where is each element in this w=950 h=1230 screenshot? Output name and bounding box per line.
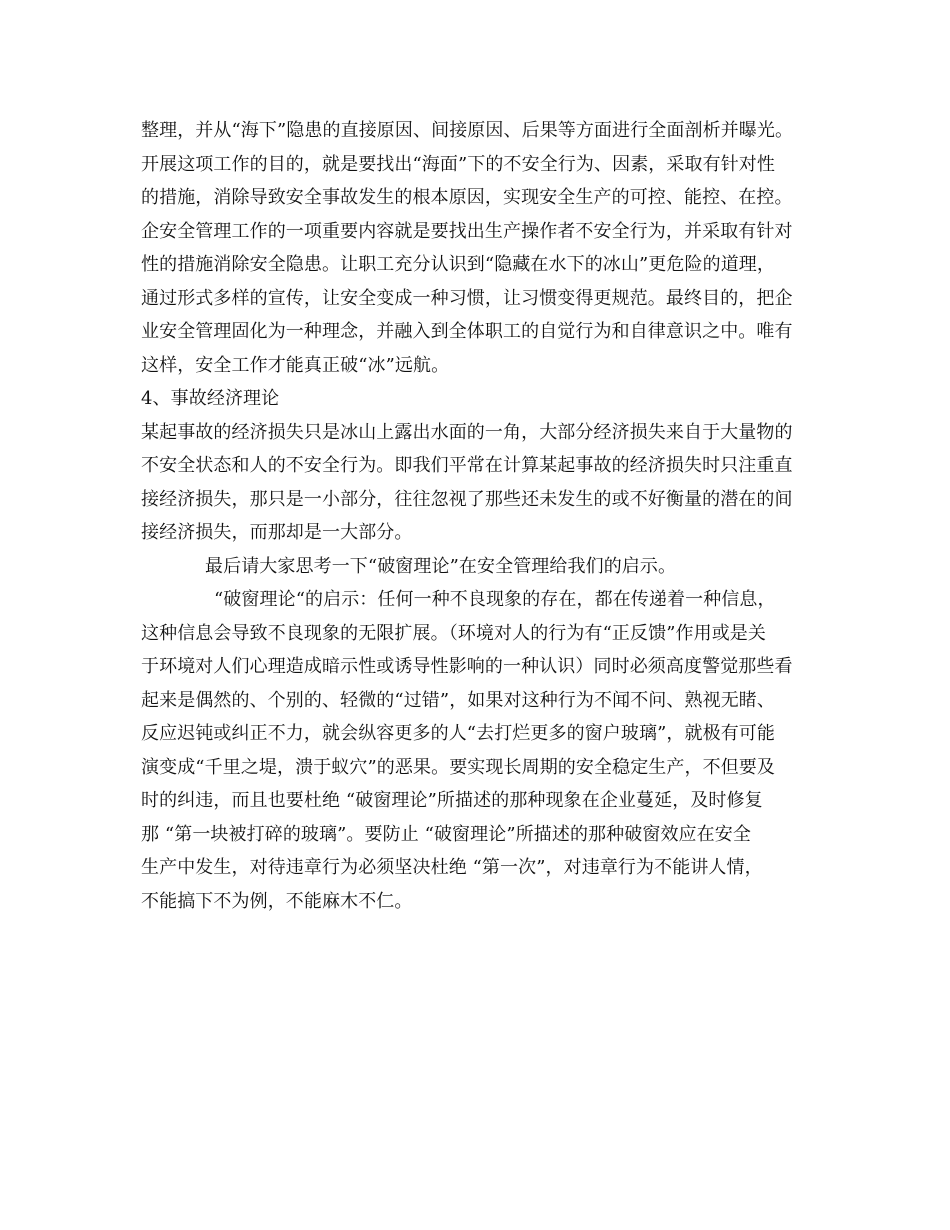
text-line: 通过形式多样的宣传，让安全变成一种习惯，让习惯变得更规范。最终目的，把企 <box>141 287 793 309</box>
text-line: 整理，并从“海下”隐患的直接原因、间接原因、后果等方面进行全面剖析并曝光。 <box>141 120 794 141</box>
text-line-indented: 最后请大家思考一下“破窗理论”在安全管理给我们的启示。 <box>205 555 677 577</box>
text-line: 这种信息会导致不良现象的无限扩展。（环境对人的行为有“正反馈”作用或是关 <box>141 622 767 644</box>
text-line: 接经济损失，而那却是一大部分。 <box>141 522 413 543</box>
text-line-indented: “破窗理论“的启示：任何一种不良现象的存在，都在传递着一种信息， <box>214 589 776 610</box>
text-line: 起来是偶然的、个别的、轻微的“过错”，如果对这种行为不闻不问、熟视无睹、 <box>141 689 776 711</box>
text-line: 演变成“千里之堤，溃于蚁穴”的恶果。要实现长周期的安全稳定生产，不但要及 <box>141 756 776 778</box>
text-line: 那 “第一块被打碎的玻璃”。要防止 “破窗理论”所描述的那种破窗效应在安全 <box>141 823 751 845</box>
text-line: 不安全状态和人的不安全行为。即我们平常在计算某起事故的经济损失时只注重直 <box>141 455 793 476</box>
text-line: 某起事故的经济损失只是冰山上露出水面的一角，大部分经济损失来自于大量物的 <box>141 421 793 443</box>
text-line: 于环境对人们心理造成暗示性或诱导性影响的一种认识）同时必须高度警觉那些看 <box>141 656 793 677</box>
text-line: 业安全管理固化为一种理念，并融入到全体职工的自觉行为和自律意识之中。唯有 <box>141 321 793 342</box>
text-line: 反应迟钝或纠正不力，就会纵容更多的人“去打烂更多的窗户玻璃”，就极有可能 <box>141 723 776 744</box>
text-line: 性的措施消除安全隐患。让职工充分认识到“隐藏在水下的冰山”更危险的道理， <box>141 254 776 275</box>
text-line: 开展这项工作的目的，就是要找出“海面”下的不安全行为、因素，采取有针对性 <box>141 153 776 175</box>
text-line: 生产中发生，对待违章行为必须坚决杜绝 “第一次”，对违章行为不能讲人情， <box>141 857 763 878</box>
text-line: 不能搞下不为例，不能麻木不仁。 <box>141 890 413 912</box>
text-line: 这样，安全工作才能真正破“冰”远航。 <box>141 354 450 376</box>
document-body <box>141 114 841 918</box>
text-line: 接经济损失，那只是一小部分，往往忽视了那些还未发生的或不好衡量的潜在的间 <box>141 488 793 510</box>
text-line: 的措施，消除导致安全事故发生的根本原因，实现安全生产的可控、能控、在控。 <box>141 187 793 208</box>
text-line: 企安全管理工作的一项重要内容就是要找出生产操作者不安全行为，并采取有针对 <box>141 220 793 242</box>
section-heading: 4、事故经济理论 <box>141 388 280 409</box>
text-line: 时的纠违，而且也要杜绝 “破窗理论”所描述的那种现象在企业蔓延，及时修复 <box>141 790 763 811</box>
